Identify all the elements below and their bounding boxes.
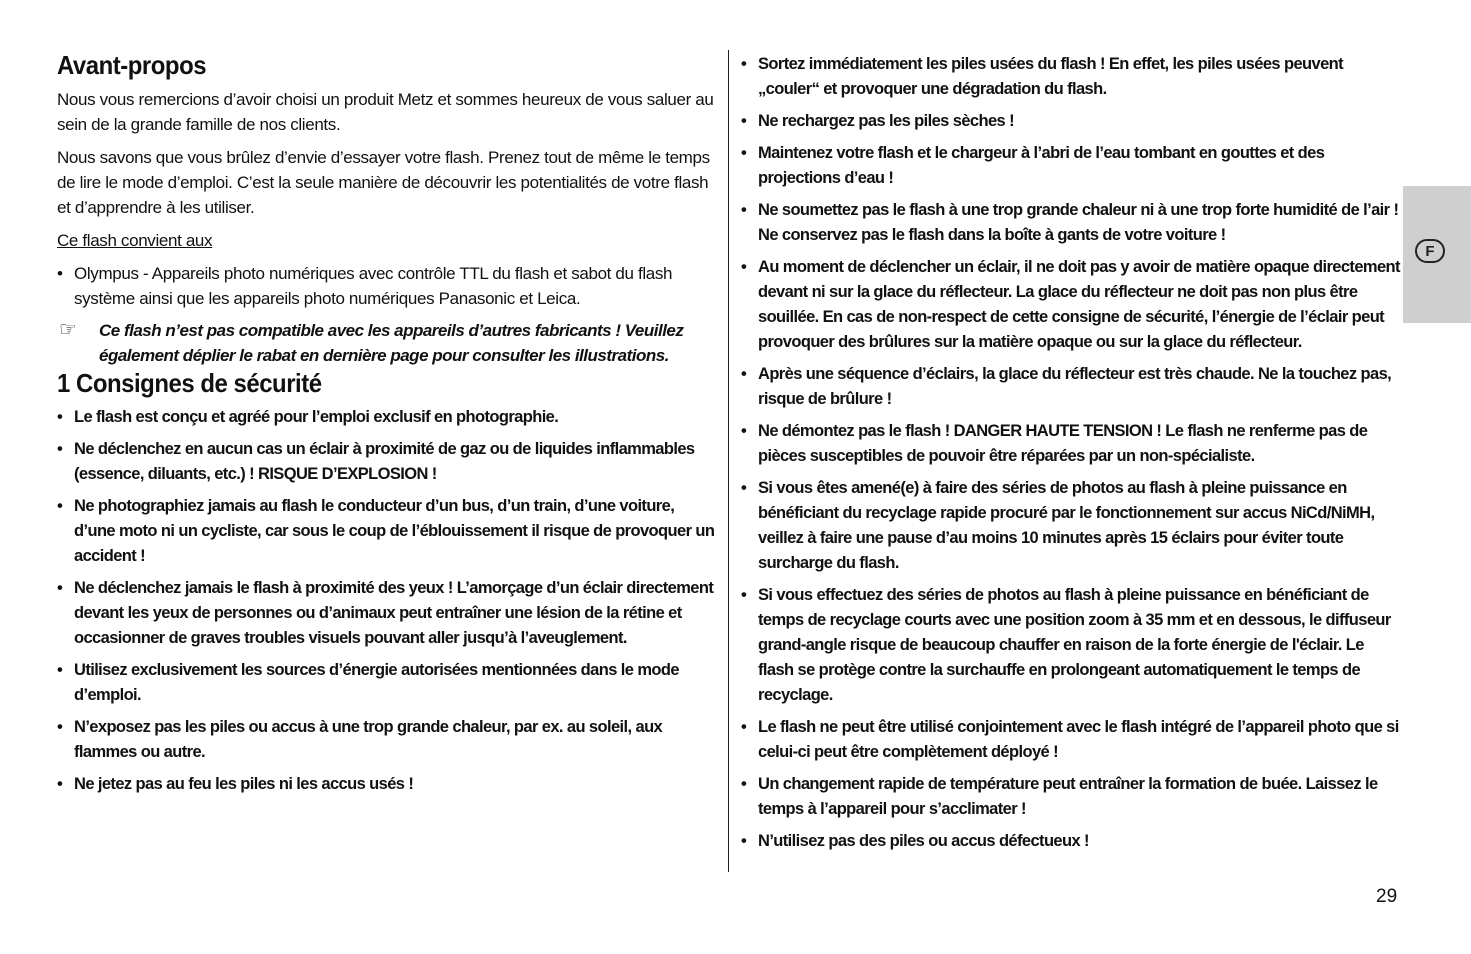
list-item: • Ne déclenchez jamais le flash à proximité des yeux ! L’amorçage d’un éclair directement devant les yeux de personnes ou d’animaux peut entraîner une lésion de la rétine et occasionner de graves troubles visuels pouvant aller jusqu’à l’aveuglement. (57, 576, 719, 651)
list-item: • N’utilisez pas des piles ou accus défectueux ! (741, 829, 1403, 854)
pointing-hand-icon: ☞ (59, 319, 77, 341)
list-item: • Ne soumettez pas le flash à une trop grande chaleur ni à une trop forte humidité de l’air ! Ne conservez pas le flash dans la boîte à gants de votre voiture ! (741, 198, 1403, 248)
language-badge: F (1415, 239, 1445, 263)
safety-title: 1 Consignes de sécurité (57, 368, 322, 398)
right-column (741, 52, 1403, 861)
suitable-list (57, 261, 719, 311)
list-item: • Maintenez votre flash et le chargeur à l’abri de l’eau tombant en gouttes et des projections d’eau ! (741, 141, 1403, 191)
list-item: • Si vous êtes amené(e) à faire des séries de photos au flash à pleine puissance en bénéficiant du recyclage rapide procuré par le fonctionnement sur accus NiCd/NiMH, veillez à faire une pause d’au moins 10 minutes après 15 éclairs pour éviter toute surcharge du flash. (741, 476, 1403, 576)
left-column (57, 50, 719, 804)
list-item: • Après une séquence d’éclairs, la glace du réflecteur est très chaude. Ne la touchez pas, risque de brûlure ! (741, 362, 1403, 412)
list-item: • Ne déclenchez en aucun cas un éclair à proximité de gaz ou de liquides inflammables (essence, diluants, etc.) ! RISQUE D’EXPLOSION ! (57, 437, 719, 487)
safety-list-left (57, 405, 719, 797)
foreword-paragraph-2: Nous savons que vous brûlez d’envie d’essayer votre flash. Prenez tout de même le temps de lire le mode d’emploi. C’est la seule manière de découvrir les potentialités de votre flash et d’apprendre à les utiliser. (57, 148, 710, 217)
list-item: • N’exposez pas les piles ou accus à une trop grande chaleur, par ex. au soleil, aux flammes ou autre. (57, 715, 719, 765)
note-text: Ce flash n’est pas compatible avec les appareils d’autres fabricants ! Veuillez également déplier le rabat en dernière page pour consulter les illustrations. (99, 321, 684, 365)
list-item: • Ne photographiez jamais au flash le conducteur d’un bus, d’un train, d’une voiture, d’une moto ni un cycliste, car sous le coup de l’éblouissement il risque de provoquer un accident ! (57, 494, 719, 569)
list-item: • Au moment de déclencher un éclair, il ne doit pas y avoir de matière opaque directement devant ni sur la glace du réflecteur. La glace du réflecteur ne doit pas non plus être souillée. En cas de non-respect de cette consigne de sécurité, l’énergie de l’éclair peut provoquer des brûlures sur la matière opaque ou sur la glace du réflecteur. (741, 255, 1403, 355)
list-item: • Ne jetez pas au feu les piles ni les accus usés ! (57, 772, 719, 797)
suitable-heading: Ce flash convient aux (57, 231, 213, 250)
page-number: 29 (1376, 886, 1398, 907)
compatibility-note (57, 318, 719, 368)
list-item: • Si vous effectuez des séries de photos au flash à pleine puissance en bénéficiant de temps de recyclage courts avec une position zoom à 35 mm et en dessous, le diffuseur grand-angle risque de beaucoup chauffer en raison de la forte énergie de l'éclair. Le flash se protège contre la surchauffe en prolongeant automatiquement le temps de recyclage. (741, 583, 1403, 708)
list-item: • Le flash est conçu et agréé pour l’emploi exclusif en photographie. (57, 405, 719, 430)
list-item: • Utilisez exclusivement les sources d’énergie autorisées mentionnées dans le mode d’emploi. (57, 658, 719, 708)
column-divider (728, 50, 729, 872)
list-item: • Olympus - Appareils photo numériques avec contrôle TTL du flash et sabot du flash système ainsi que les appareils photo numériques Panasonic et Leica. (57, 261, 719, 311)
foreword-paragraph-1: Nous vous remercions d’avoir choisi un produit Metz et sommes heureux de vous saluer au sein de la grande famille de nos clients. (57, 90, 714, 134)
list-item: • Ne rechargez pas les piles sèches ! (741, 109, 1403, 134)
list-item: • Le flash ne peut être utilisé conjointement avec le flash intégré de l’appareil photo que si celui-ci peut être complètement déployé ! (741, 715, 1403, 765)
safety-list-right (741, 52, 1403, 854)
list-item: • Ne démontez pas le flash ! DANGER HAUTE TENSION ! Le flash ne renferme pas de pièces susceptibles de pouvoir être réparées par un non-spécialiste. (741, 419, 1403, 469)
list-item: • Un changement rapide de température peut entraîner la formation de buée. Laissez le temps à l’appareil pour s’acclimater ! (741, 772, 1403, 822)
foreword-title: Avant-propos (57, 50, 207, 80)
list-item: • Sortez immédiatement les piles usées du flash ! En effet, les piles usées peuvent „couler“ et provoquer une dégradation du flash. (741, 52, 1403, 102)
